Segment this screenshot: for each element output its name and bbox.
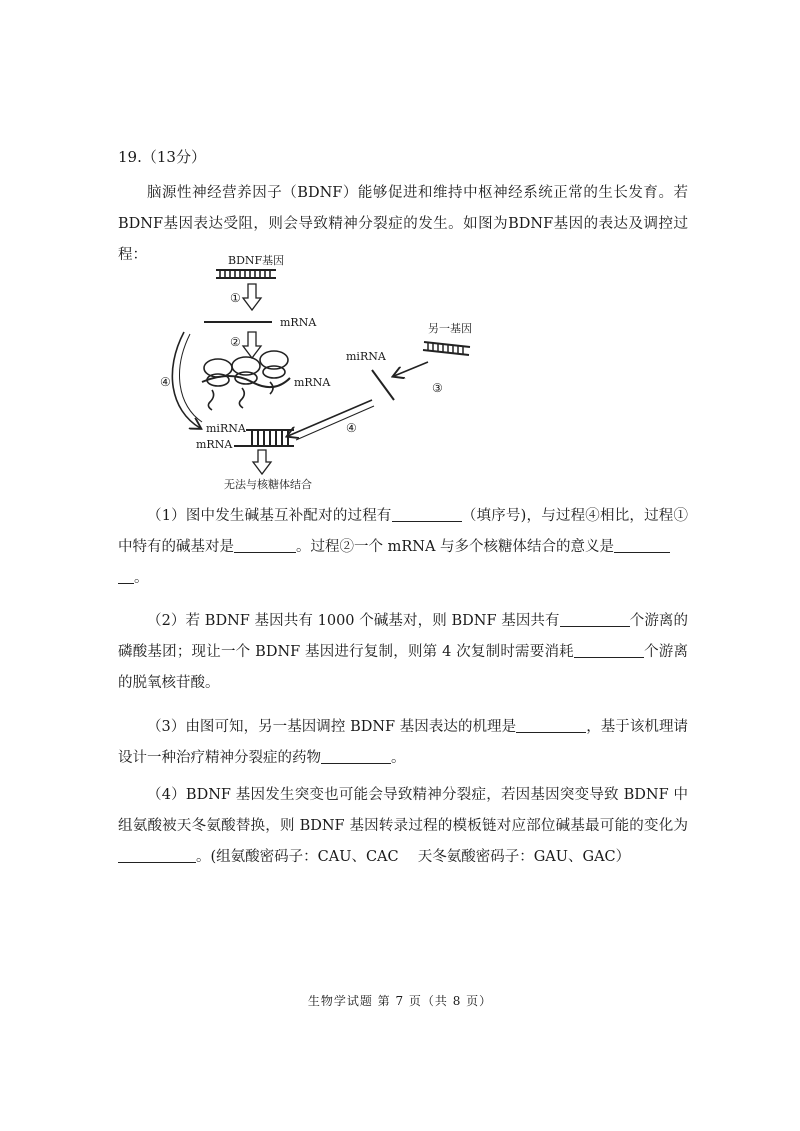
result-label: 无法与核糖体结合 — [224, 478, 312, 490]
answer-blank-1c[interactable] — [614, 538, 670, 554]
step-1-label: ① — [230, 291, 241, 305]
sub2-text-c: 个游离的脱氧核苷酸。 — [118, 644, 688, 691]
mrna-top-label: mRNA — [280, 316, 317, 329]
mirna-center-label: miRNA — [346, 350, 386, 363]
mrna-ribosome-label: mRNA — [294, 376, 331, 389]
answer-blank-3a[interactable] — [516, 718, 586, 734]
mirna-to-duplex-arrow — [288, 400, 372, 436]
answer-blank-4a[interactable] — [118, 848, 196, 864]
answer-blank-1c-cont[interactable] — [118, 569, 134, 585]
answer-blank-1a[interactable] — [392, 507, 462, 523]
step-2-label: ② — [230, 335, 241, 349]
sub2-text-a: （2）若 BDNF 基因共有 1000 个碱基对，则 BDNF 基因共有 — [147, 613, 560, 629]
polysome — [202, 351, 290, 410]
answer-blank-3b[interactable] — [321, 749, 391, 765]
page-footer: 生物学试题 第 7 页（共 8 页） — [307, 994, 493, 1008]
sub3-text-b: ，基于该机理请设计一种治疗精神分裂症的药物 — [118, 719, 688, 766]
mirna-bottom-label: miRNA — [206, 422, 246, 435]
sub4-text-a: （4）BDNF 基因发生突变也可能会导致精神分裂症，若因基因突变导致 BDNF 中组氨酸被天冬氨酸替换，则 BDNF 基因转录过程的模板链对应部位碱基最可能的变化为 — [118, 787, 688, 834]
step-3-label: ③ — [432, 381, 443, 395]
transcription-arrow — [243, 284, 261, 310]
bdnf-gene-dna — [216, 270, 276, 278]
sub-question-3 — [118, 712, 688, 774]
sub-question-2 — [118, 606, 688, 699]
sub2-text-b: 个游离的磷酸基团；现让一个 BDNF 基因进行复制，则第 4 次复制时需要消耗 — [118, 613, 689, 660]
sub3-text-a: （3）由图可知，另一基因调控 BDNF 基因表达的机理是 — [147, 719, 517, 735]
result-arrow — [253, 450, 271, 474]
step-4-right-label: ④ — [346, 421, 357, 435]
sub1-text-b: （填序号)，与过程④相比，过程①中特有的碱基对是 — [118, 508, 689, 555]
sub1-text-c: 。过程②一个 mRNA 与多个核糖体结合的意义是 — [296, 539, 615, 555]
left-curved-arrow — [172, 332, 200, 428]
sub4-text-b: 。(组氨酸密码子：CAU、CAC 天冬氨酸密码子：GAU、GAC） — [196, 849, 631, 865]
sub3-text-c: 。 — [391, 750, 406, 766]
answer-blank-1b[interactable] — [234, 538, 296, 554]
step-4-left-label: ④ — [160, 375, 171, 389]
another-gene-label: 另一基因 — [428, 322, 472, 335]
mirna-strand-center — [372, 370, 394, 400]
another-gene-dna — [423, 342, 470, 355]
answer-blank-2b[interactable] — [574, 643, 644, 659]
sub1-text-a: （1）图中发生碱基互补配对的过程有 — [147, 508, 392, 524]
sub-question-1 — [118, 501, 688, 594]
question-number: 19.（13分） — [118, 148, 206, 166]
sub-question-4 — [118, 780, 688, 873]
mrna-bottom-label: mRNA — [196, 438, 233, 451]
question-intro: 脑源性神经营养因子（BDNF）能够促进和维持中枢神经系统正常的生长发育。若BDNF基因表达受阻，则会导致精神分裂症的发生。如图为BDNF基因的表达及调控过程： — [118, 185, 688, 263]
bdnf-gene-label: BDNF基因 — [228, 254, 285, 267]
translation-arrow — [243, 332, 261, 358]
bdnf-expression-diagram — [160, 250, 500, 490]
sub1-text-d: 。 — [134, 570, 149, 586]
gene-to-mirna-arrow — [394, 362, 428, 376]
answer-blank-2a[interactable] — [560, 612, 630, 628]
